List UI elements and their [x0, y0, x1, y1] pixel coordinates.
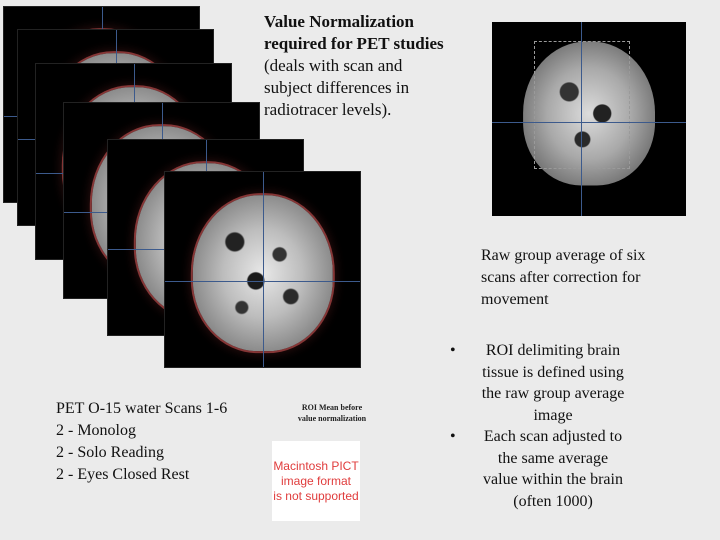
- pict-line-1: Macintosh PICT: [273, 458, 359, 473]
- crosshair-horizontal: [165, 281, 360, 282]
- roi-label-line-2: value normalization: [297, 414, 367, 423]
- bullet-icon: •: [450, 428, 456, 445]
- crosshair-vertical: [263, 172, 264, 367]
- title-bold-line-1: Value Normalization: [264, 12, 415, 31]
- bullet-line: the raw group average: [481, 385, 625, 402]
- bullet-line: (often 1000): [513, 492, 593, 510]
- slide-title: [264, 11, 494, 121]
- bullet-line: tissue is defined using: [482, 363, 624, 381]
- caption-line-1: Raw group average of six: [481, 247, 646, 264]
- title-line-5: radiotracer levels).: [264, 100, 392, 119]
- bullet-line: image: [533, 406, 573, 424]
- group-average-caption: [481, 245, 681, 311]
- bullet-line: the same average: [497, 449, 609, 467]
- pict-line-2: image format: [280, 473, 352, 488]
- bullet-item: [448, 426, 638, 512]
- title-line-4: subject differences in: [264, 78, 410, 97]
- scan-list: [56, 398, 266, 486]
- roi-label-line-1: ROI Mean before: [301, 403, 363, 412]
- title-bold-line-2: required for PET studies: [264, 34, 444, 53]
- scan-list-item: 2 - Monolog: [56, 422, 136, 439]
- bullet-line: ROI delimiting brain: [485, 342, 621, 359]
- bullet-item: [448, 340, 638, 426]
- bullet-list: [448, 340, 638, 512]
- roi-mean-label: [286, 402, 378, 424]
- bullet-icon: •: [450, 342, 456, 359]
- unsupported-image-placeholder: [272, 441, 360, 521]
- pet-scan-6: [165, 172, 360, 367]
- bullet-line: Each scan adjusted to: [483, 428, 623, 445]
- crosshair-horizontal: [492, 122, 686, 123]
- scan-list-item: 2 - Solo Reading: [56, 444, 164, 461]
- group-average-scan: [492, 22, 686, 216]
- roi-box: [534, 41, 630, 169]
- scan-list-item: PET O-15 water Scans 1-6: [56, 400, 228, 417]
- caption-line-3: movement: [481, 291, 549, 308]
- bullet-line: value within the brain: [483, 471, 623, 488]
- pict-line-3: is not supported: [273, 488, 359, 503]
- caption-line-2: scans after correction for: [481, 269, 641, 286]
- title-line-3: (deals with scan and: [264, 56, 403, 75]
- scan-list-item: 2 - Eyes Closed Rest: [56, 466, 190, 483]
- crosshair-vertical: [581, 22, 582, 216]
